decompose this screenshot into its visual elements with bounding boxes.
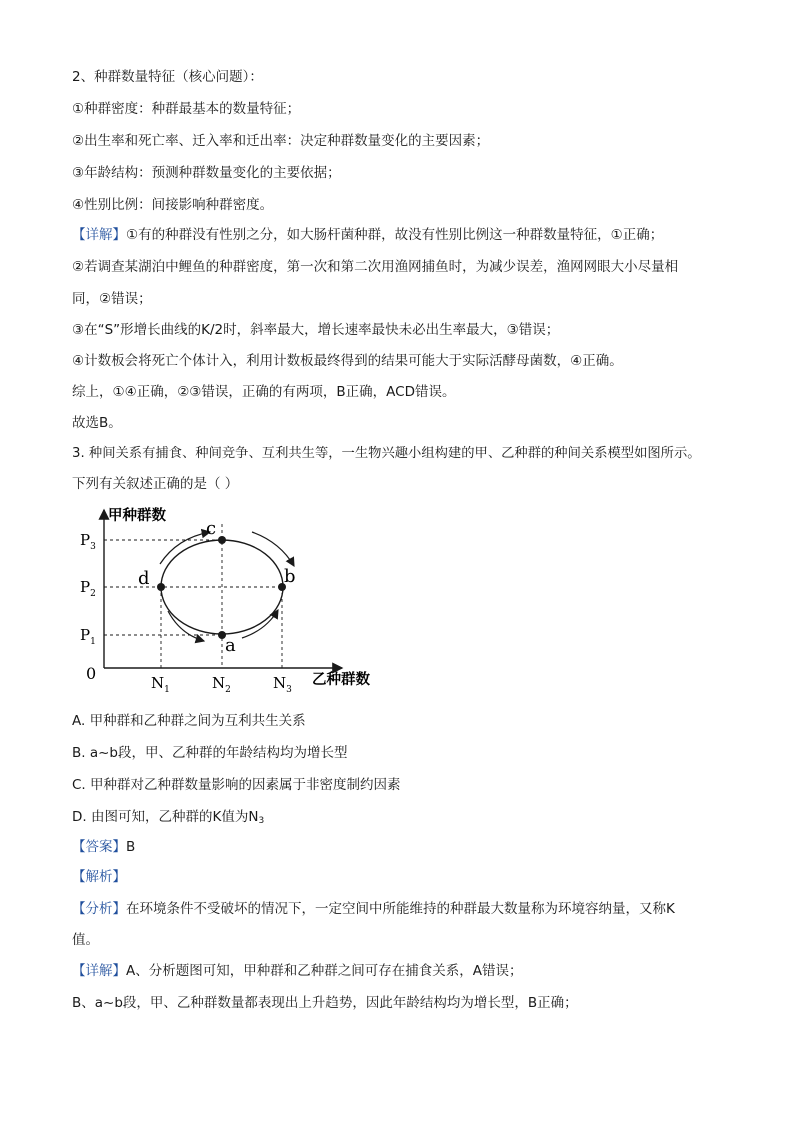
detail-text: ①有的种群没有性别之分，如大肠杆菌种群，故没有性别比例这一种群数量特征，①正确；: [126, 227, 664, 243]
analysis-tag-line: [72, 868, 126, 886]
option-b: B. a~b段，甲、乙种群的年龄结构均为增长型: [72, 745, 348, 761]
option-a: A. 甲种群和乙种群之间为互利共生关系: [72, 713, 306, 729]
tick-n3-sub: 3: [286, 685, 292, 695]
fenxi-line-2: 值。: [72, 932, 99, 948]
option-d-text: D. 由图可知，乙种群的K值为N: [72, 809, 259, 825]
option-d: [72, 808, 264, 830]
q3-detail-line-1: [72, 962, 522, 980]
tick-n2-sub: 2: [225, 685, 231, 695]
q2-detail-line-1: [72, 226, 663, 244]
tick-p2-sub: 2: [90, 589, 96, 599]
label-c: c: [206, 518, 217, 539]
origin-label: 0: [86, 664, 97, 683]
fenxi-text: 在环境条件不受破坏的情况下，一定空间中所能维持的种群最大数量称为环境容纳量，又称K: [126, 901, 675, 917]
q2-detail-line-2: ②若调查某湖泊中鲤鱼的种群密度，第一次和第二次用渔网捕鱼时，为减少误差，渔网网眼大小尽量相: [72, 259, 679, 275]
answer-line: [72, 838, 135, 856]
label-d: d: [138, 568, 150, 589]
tick-p1-sub: 1: [90, 637, 96, 647]
tick-n3: $N_3$: [273, 674, 292, 695]
option-c: C. 甲种群对乙种群数量影响的因素属于非密度制约因素: [72, 777, 401, 793]
fenxi-tag: 【分析】: [72, 901, 126, 917]
answer-value: B: [126, 839, 136, 855]
analysis-heading: 2、种群数量特征（核心问题）：: [72, 69, 263, 85]
y-axis-label: 甲种群数: [108, 508, 166, 524]
label-a: a: [225, 635, 236, 656]
detail-tag: 【详解】: [72, 227, 126, 243]
label-b: b: [284, 566, 296, 587]
tick-p1: $P_1$: [80, 626, 96, 647]
q2-choice: 故选B。: [72, 415, 122, 431]
q3-detail-line-2: B、a~b段，甲、乙种群数量都表现出上升趋势，因此年龄结构均为增长型，B正确；: [72, 995, 578, 1011]
predator-prey-diagram: [72, 496, 392, 696]
analysis-tag: 【解析】: [72, 869, 126, 885]
analysis-point-2: ②出生率和死亡率、迁入率和迁出率：决定种群数量变化的主要因素；: [72, 133, 490, 149]
q3-detail-text: A、分析题图可知，甲种群和乙种群之间可存在捕食关系，A错误；: [126, 963, 523, 979]
q2-summary: 综上，①④正确，②③错误，正确的有两项，B正确，ACD错误。: [72, 384, 456, 400]
analysis-point-3: ③年龄结构：预测种群数量变化的主要依据；: [72, 165, 341, 181]
q3-detail-tag: 【详解】: [72, 963, 126, 979]
q2-detail-line-4: ③在“S”形增长曲线的K/2时，斜率最大，增长速率最快未必出生率最大，③错误；: [72, 322, 560, 338]
point-d: [157, 583, 165, 591]
q3-stem-line-1: 3. 种间关系有捕食、种间竞争、互利共生等，一生物兴趣小组构建的甲、乙种群的种间关系模型如图所示。: [72, 446, 701, 461]
tick-n1: $N_1$: [151, 674, 170, 695]
q3-stem-line-2: 下列有关叙述正确的是（ ）: [72, 476, 239, 492]
x-axis-label: 乙种群数: [312, 672, 370, 688]
fenxi-line-1: [72, 900, 675, 918]
analysis-point-1: ①种群密度：种群最基本的数量特征；: [72, 101, 301, 117]
tick-p2: $P_2$: [80, 578, 96, 599]
tick-p3: $P_3$: [80, 531, 96, 552]
analysis-point-4: ④性别比例：间接影响种群密度。: [72, 197, 274, 213]
q2-detail-line-5: ④计数板会将死亡个体计入，利用计数板最终得到的结果可能大于实际活酵母菌数，④正确。: [72, 353, 623, 369]
tick-p3-sub: 3: [90, 542, 96, 552]
point-c: [218, 536, 226, 544]
tick-n1-sub: 1: [164, 685, 170, 695]
answer-tag: 【答案】: [72, 839, 126, 855]
tick-n2: $N_2$: [212, 674, 231, 695]
option-d-sub: 3: [258, 816, 265, 826]
arrow-d-to-c: [160, 532, 210, 564]
q2-detail-line-3: 同，②错误；: [72, 291, 152, 307]
